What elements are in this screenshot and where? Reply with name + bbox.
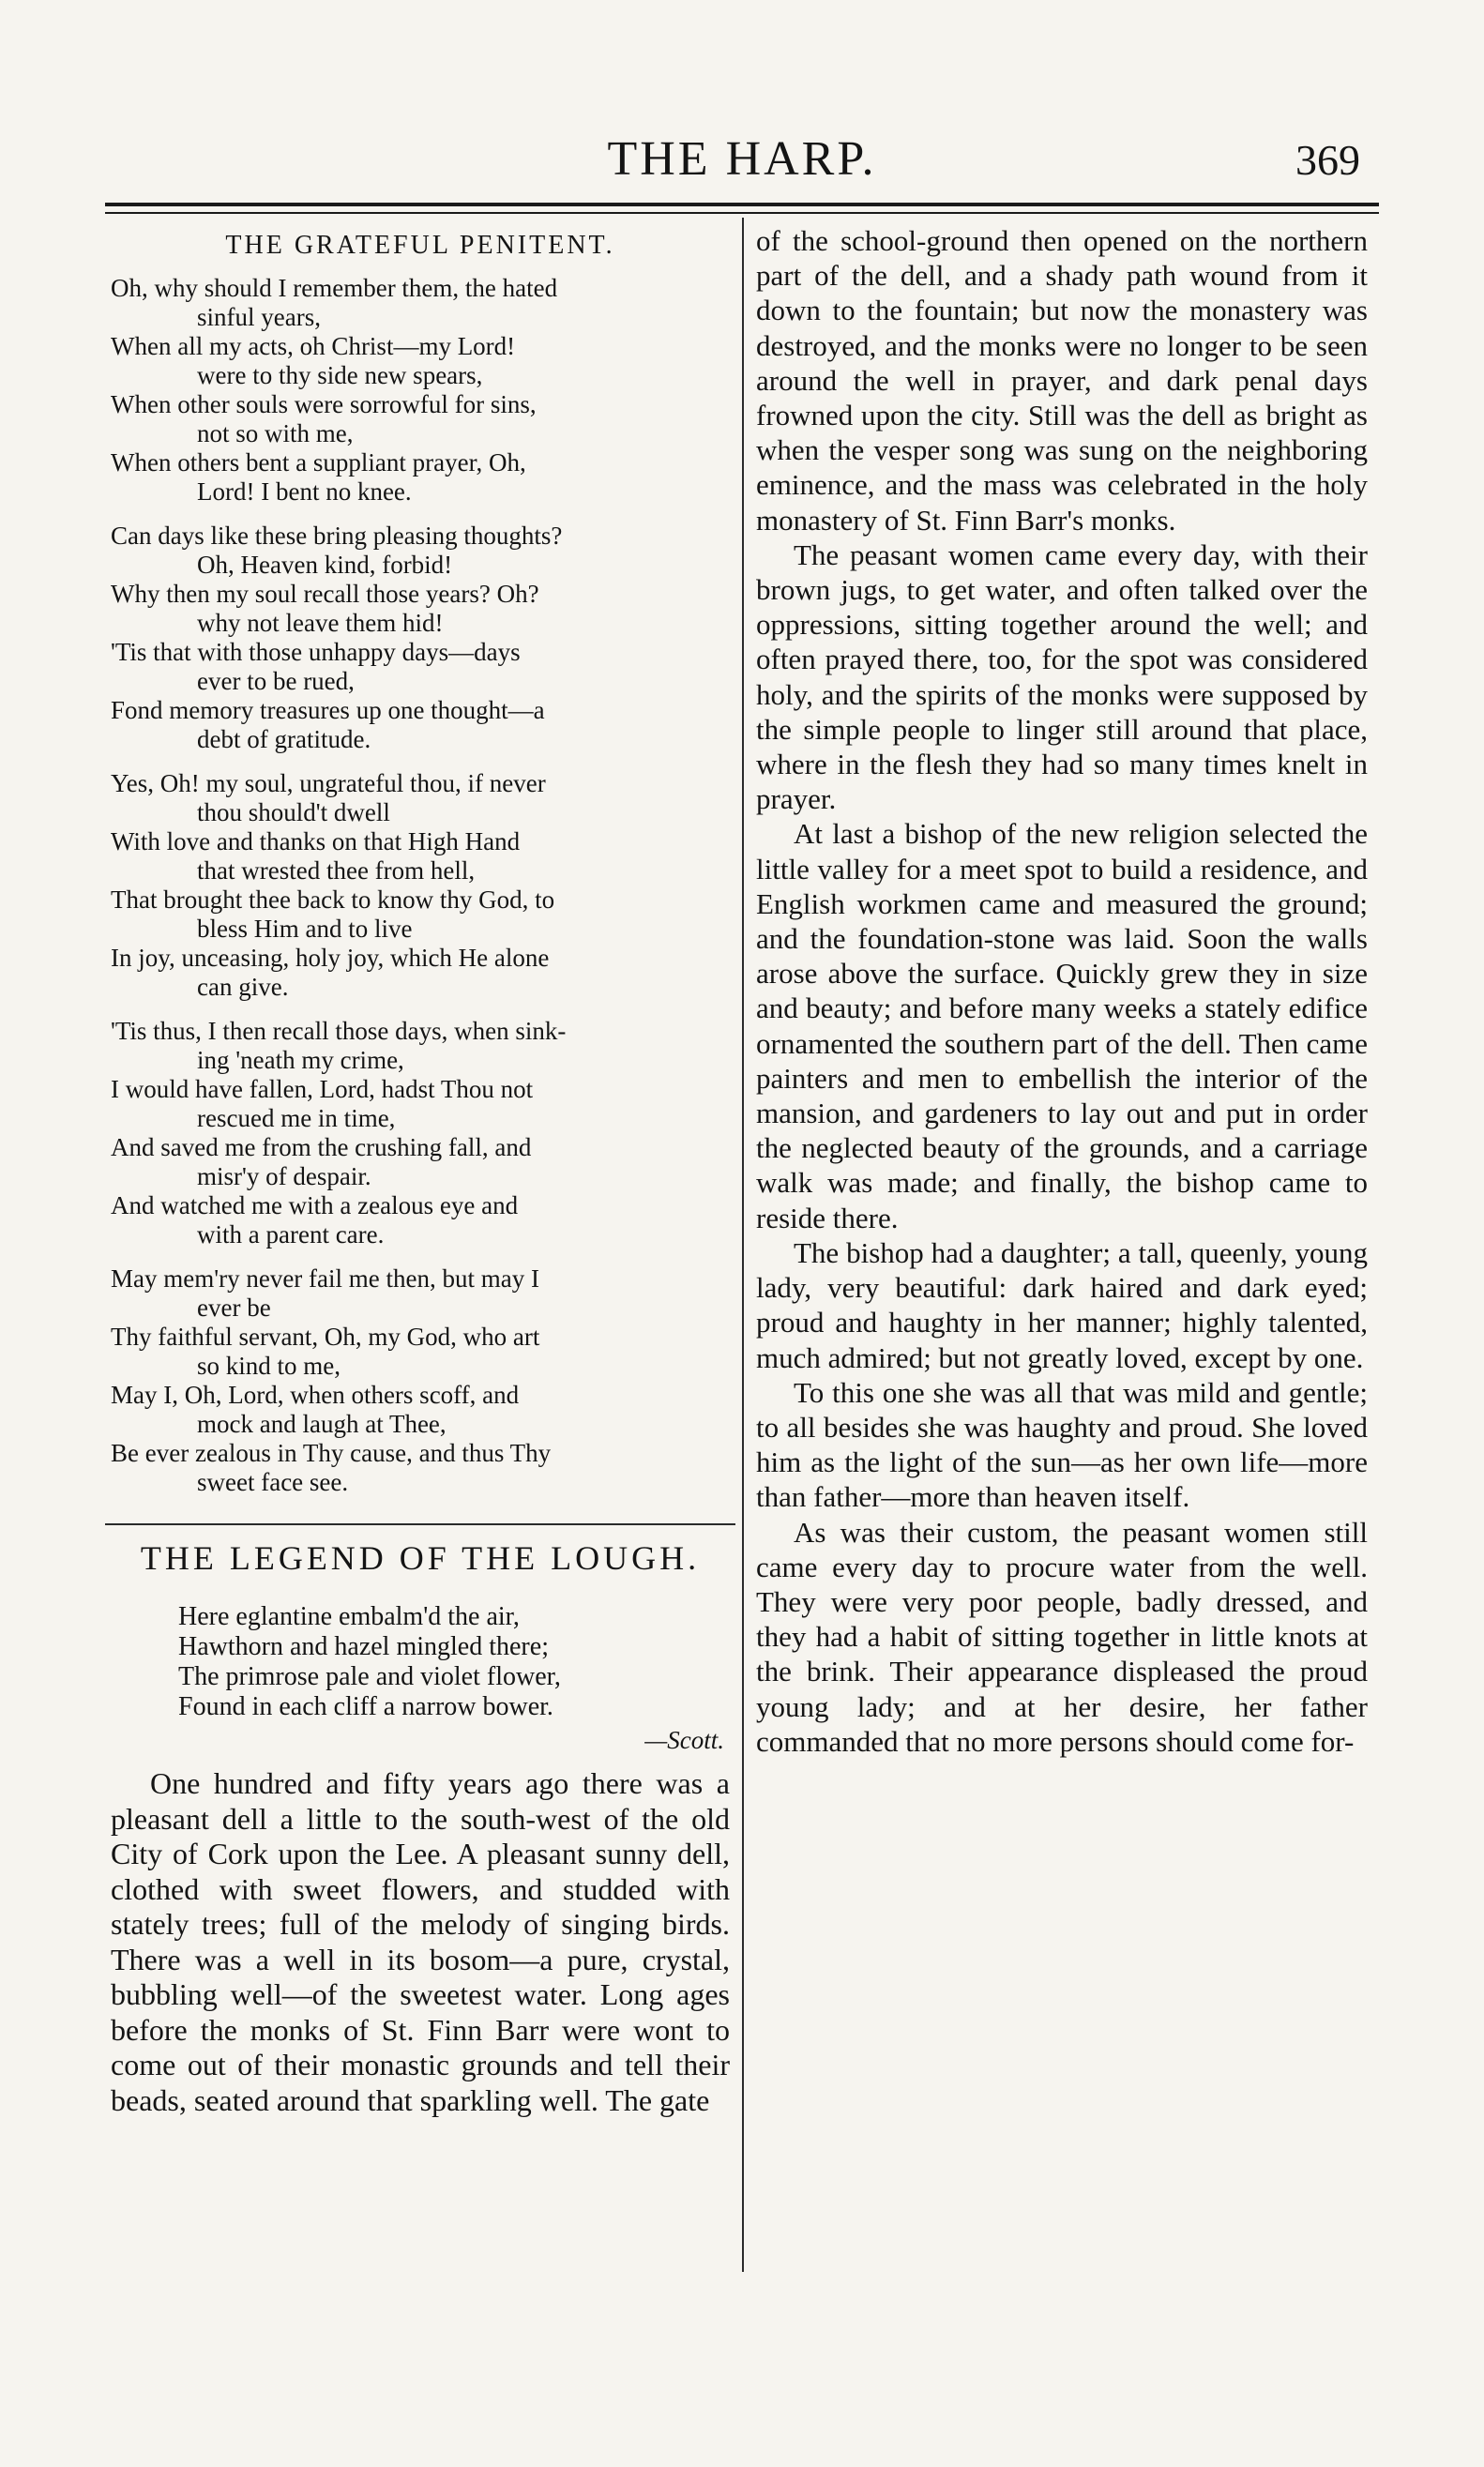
- legend-paragraph-1: One hundred and fifty years ago there was a pleasant dell a little to the south-west of the old City of Cork upon the Lee. A pleasant sunny dell, clothed with sweet flowers, and studded with stately trees; full of the melody of singing birds. There was a well in its bosom—a pure, crystal, bubbling well—of the sweetest water. Long ages before the monks of St. Finn Barr were wont to come out of their monastic grounds and tell their beads, seated around that sparkling well. The gate: [111, 1766, 730, 2117]
- poem-stanza-3: [111, 769, 730, 1002]
- poem-line: sweet face see.: [197, 1468, 349, 1496]
- poem-line: When others bent a suppliant prayer, Oh,: [111, 448, 526, 477]
- poem-line: Oh, why should I remember them, the hated: [111, 274, 558, 302]
- poem-line: that wrested thee from hell,: [197, 856, 476, 885]
- poem-line: ing 'neath my crime,: [197, 1046, 404, 1074]
- poem-line: With love and thanks on that High Hand: [111, 827, 521, 855]
- poem-line: May I, Oh, Lord, when others scoff, and: [111, 1381, 520, 1409]
- poem-line: thou should't dwell: [197, 798, 390, 826]
- poem-line: 'Tis that with those unhappy days—days: [111, 638, 521, 666]
- poem-line: misr'y of despair.: [197, 1162, 371, 1190]
- poem-line: And saved me from the crushing fall, and: [111, 1133, 532, 1161]
- section-separator: [105, 1523, 735, 1525]
- epigraph-line: Found in each cliff a narrow bower.: [178, 1692, 553, 1721]
- poem-line: Be ever zealous in Thy cause, and thus Thy: [111, 1439, 552, 1467]
- poem-line: ever be: [197, 1294, 271, 1322]
- poem-line: bless Him and to live: [197, 915, 413, 943]
- running-title: THE HARP.: [607, 132, 877, 186]
- poem-line: why not leave them hid!: [197, 609, 444, 637]
- poem-stanza-1: [111, 274, 730, 507]
- poem-line: debt of gratitude.: [197, 725, 371, 753]
- poem-line: When other souls were sorrowful for sins,: [111, 390, 537, 418]
- poem-line: so kind to me,: [197, 1352, 341, 1380]
- poem-line: Can days like these bring pleasing thoughts?: [111, 522, 563, 550]
- epigraph-line: The primrose pale and violet flower,: [178, 1662, 561, 1691]
- left-column: [111, 223, 730, 2118]
- poem-line: can give.: [197, 973, 289, 1001]
- poem-line: Fond memory treasures up one thought—a: [111, 696, 545, 724]
- header-rule-thin: [105, 212, 1379, 214]
- poem-line: That brought thee back to know thy God, to: [111, 885, 555, 914]
- poem-line: May mem'ry never fail me then, but may I: [111, 1264, 539, 1293]
- legend-paragraph-continued: of the school-ground then opened on the northern part of the dell, and a shady path wound from it down to the fountain; but now the monastery was destroyed, and the monks were no longer to be seen around the well in prayer, and dark penal days frowned upon the city. Still was the dell as bright as when the vesper song was sung on the neighboring eminence, and the mass was celebrated in the holy monastery of St. Finn Barr's monks.: [756, 224, 1368, 537]
- poem-stanza-5: [111, 1264, 730, 1497]
- epigraph-attribution: —Scott.: [644, 1726, 724, 1754]
- poem-line: 'Tis thus, I then recall those days, when sink-: [111, 1017, 567, 1045]
- poem-line: mock and laugh at Thee,: [197, 1410, 447, 1438]
- epigraph-line: Hawthorn and hazel mingled there;: [178, 1632, 549, 1661]
- poem-line: Yes, Oh! my soul, ungrateful thou, if never: [111, 769, 546, 797]
- poem-line: In joy, unceasing, holy joy, which He alone: [111, 944, 550, 972]
- poem-line: Why then my soul recall those years? Oh?: [111, 580, 539, 608]
- poem-line: Thy faithful servant, Oh, my God, who art: [111, 1323, 540, 1351]
- legend-paragraph: As was their custom, the peasant women still came every day to procure water from the well. They were very poor people, badly dressed, and they had a habit of sitting together in little knots at the brink. Their appearance displeased the proud young lady; and at her desire, her father commanded that no more persons should come for-: [756, 1515, 1368, 1758]
- poem-stanza-4: [111, 1017, 730, 1249]
- legend-paragraph: To this one she was all that was mild and gentle; to all besides she was haughty and proud. She loved him as the light of the sun—as her own life—more than father—more than heaven itself.: [756, 1375, 1368, 1514]
- poem-line: rescued me in time,: [197, 1104, 396, 1132]
- poem-line: Lord! I bent no knee.: [197, 477, 412, 506]
- poem-line: And watched me with a zealous eye and: [111, 1191, 519, 1219]
- right-column: [756, 223, 1368, 1759]
- legend-paragraph: The peasant women came every day, with their brown jugs, to get water, and often talked over the oppressions, sitting together around the well; and often prayed there, too, for the spot was considered holy, and the spirits of the monks were supposed by the simple people to linger still around that place, where in the flesh they had so many times knelt in prayer.: [756, 537, 1368, 816]
- epigraph-line: Here eglantine embalm'd the air,: [178, 1602, 520, 1631]
- poem-line: with a parent care.: [197, 1220, 385, 1249]
- poem-title: THE GRATEFUL PENITENT.: [225, 231, 615, 260]
- poem-line: were to thy side new spears,: [197, 361, 483, 389]
- legend-title: THE LEGEND OF THE LOUGH.: [140, 1539, 701, 1577]
- poem-line: not so with me,: [197, 419, 354, 447]
- running-head: [0, 131, 1484, 197]
- epigraph: [111, 1602, 730, 1722]
- column-divider: [742, 218, 744, 2272]
- legend-paragraph: At last a bishop of the new religion selected the little valley for a meet spot to build a residence, and English workmen came and measured the ground; and the foundation-stone was laid. Soon the walls arose above the surface. Quickly grew they in size and beauty; and before many weeks a stately edifice ornamented the southern part of the dell. Then came painters and men to embellish the interior of the mansion, and gardeners to lay out and put in order the neglected beauty of the grounds, and a carriage walk was made; and finally, the bishop came to reside there.: [756, 817, 1368, 1234]
- header-rule-thick: [105, 203, 1379, 206]
- poem-line: sinful years,: [197, 303, 321, 331]
- page-number: 369: [1295, 136, 1360, 184]
- poem-line: Oh, Heaven kind, forbid!: [197, 551, 453, 579]
- poem-line: When all my acts, oh Christ—my Lord!: [111, 332, 516, 360]
- poem-line: ever to be rued,: [197, 667, 355, 695]
- poem-line: I would have fallen, Lord, hadst Thou not: [111, 1075, 534, 1103]
- poem-stanza-2: [111, 522, 730, 754]
- legend-paragraph: The bishop had a daughter; a tall, queenly, young lady, very beautiful: dark haired and dark eyed; proud and haughty in her manner; highly talented, much admired; but not greatly loved, except by one.: [756, 1235, 1368, 1374]
